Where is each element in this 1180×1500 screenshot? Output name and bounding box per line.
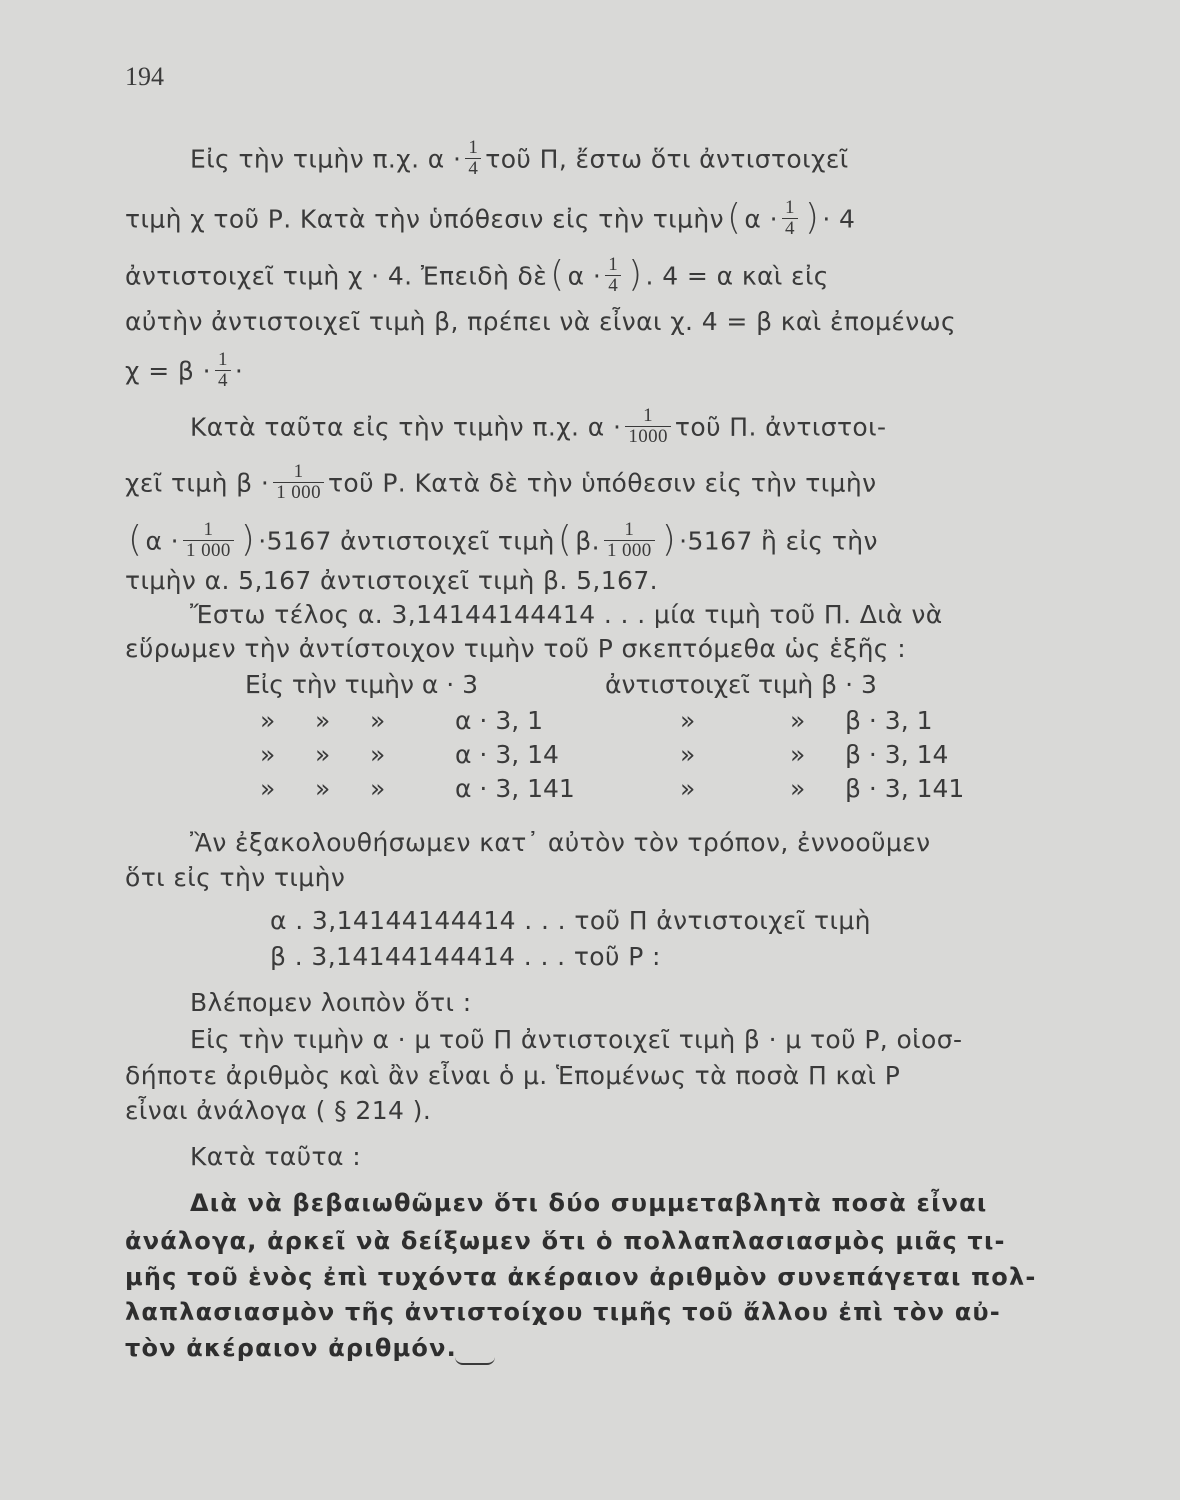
fraction: $\frac{1}{4}$ [605,255,621,296]
ditto-mark: » [370,740,386,769]
text: α · [145,526,180,556]
table-cell: α · 3, 14 [455,740,559,769]
table-cell: β · 3, 14 [845,740,949,769]
ditto-mark: » [260,774,276,803]
p3-line-2: εὕρωμεν τὴν ἀντίστοιχον τιμὴν τοῦ Ρ σκεπτόμεθα ὡς ἑξῆς : [125,634,907,663]
text: α · [567,261,602,291]
p1-line-2: τιμὴ χ τοῦ Ρ. Κατὰ τὴν ὑπόθεσιν εἰς τὴν τιμὴν( α · $\frac{1}{4}$ ) · 4 [125,196,856,239]
ditto-mark: » [680,774,696,803]
p1-line-4: αὐτὴν ἀντιστοιχεῖ τιμὴ β, πρέπει νὰ εἶναι χ. 4 = β καὶ ἐπομένως [125,307,957,336]
text: ἀντιστοιχεῖ τιμὴ χ · 4. Ἐπειδὴ δὲ [125,261,548,291]
ditto-mark: » [260,706,276,735]
ditto-mark: » [315,740,331,769]
text: τιμὴ χ τοῦ Ρ. Κατὰ τὴν ὑπόθεσιν εἰς τὴν τιμὴν [125,204,724,234]
rule-line-1: Διὰ νὰ βεβαιωθῶμεν ὅτι δύο συμμεταβλητὰ ποσὰ εἶναι [190,1189,988,1217]
text: χ = β · [125,356,211,386]
text: ·5167 ἢ εἰς τὴν [679,526,878,556]
p4-line-2: ὅτι εἰς τὴν τιμὴν [125,863,346,892]
text: τοῦ Π, ἔστω ὅτι ἀντιστοιχεῖ [485,144,849,174]
table-cell: α · 3, 1 [455,706,544,735]
text: · 4 [822,204,856,234]
p5-line-3: δήποτε ἀριθμὸς καὶ ἂν εἶναι ὁ μ. Ἑπομένως τὰ ποσὰ Π καὶ Ρ [125,1061,901,1090]
fraction: $\frac{1}{4}$ [215,350,231,391]
text: Κατὰ ταῦτα εἰς τὴν τιμὴν π.χ. α · [190,412,622,442]
p5-line-4: εἶναι ἀνάλογα ( § 214 ). [125,1096,432,1125]
table-cell: β · 3, 141 [845,774,965,803]
table-cell: β · 3, 1 [845,706,933,735]
text: τοῦ Π. ἀντιστοι- [674,412,887,442]
p1-line-1 [190,137,849,181]
rule-line-5: τὸν ἀκέραιον ἀριθμόν. [125,1334,457,1362]
ditto-mark: » [315,774,331,803]
ditto-mark: » [790,706,806,735]
p3-line-1: Ἔστω τέλος α. 3,14144144414 . . . μία τιμὴ τοῦ Π. Διὰ νὰ [190,600,943,629]
ditto-mark: » [315,706,331,735]
fraction: $\frac{1}{1 000}$ [604,520,655,561]
rule-line-2: ἀνάλογα, ἀρκεῖ νὰ δείξωμεν ὅτι ὁ πολλαπλασιασμὸς μιᾶς τι- [125,1227,1006,1255]
p1-line-5 [125,349,244,393]
ditto-mark: » [680,740,696,769]
text: α · [744,204,778,234]
table-cell: α · 3, 141 [455,774,575,803]
p5-line-1: Βλέπομεν λοιπὸν ὅτι : [190,988,472,1017]
p2-line-4: τιμὴν α. 5,167 ἀντιστοιχεῖ τιμὴ β. 5,167. [125,566,659,595]
page-number: 194 [125,62,164,91]
text: . 4 = α καὶ εἰς [645,261,829,291]
p4-line-1: Ἂν ἐξακολουθήσωμεν κατ᾽ αὐτὸν τὸν τρόπον, ἐννοοῦμεν [190,828,931,857]
p2-line-3: ( α · $\frac{1}{1 000}$ ) ·5167 ἀντιστοιχεῖ τιμὴ( β. $\frac{1}{1 000}$ ) ·5167 ἢ εἰς τὴν [128,518,878,561]
ditto-mark: » [370,774,386,803]
ditto-mark: » [680,706,696,735]
text: τοῦ Ρ. Κατὰ δὲ τὴν ὑπόθεσιν εἰς τὴν τιμὴν [327,468,877,498]
fraction: $\frac{1}{1 000}$ [183,520,234,561]
ditto-mark: » [370,706,386,735]
p6-line-1: Κατὰ ταῦτα : [190,1142,362,1171]
end-flourish [455,1357,495,1365]
text: · [234,356,244,386]
table-row: Εἰς τὴν τιμὴν α · 3 [245,670,479,699]
ditto-mark: » [260,740,276,769]
p1-line-3: ἀντιστοιχεῖ τιμὴ χ · 4. Ἐπειδὴ δὲ( α · $\frac{1}{4}$ ) . 4 = α καὶ εἰς [125,253,829,296]
p4-line-4: β . 3,14144144414 . . . τοῦ Ρ : [270,942,661,971]
p2-line-2 [125,461,877,505]
table-row: ἀντιστοιχεῖ τιμὴ β · 3 [605,670,877,699]
rule-line-3: μῆς τοῦ ἑνὸς ἐπὶ τυχόντα ἀκέραιον ἀριθμὸν συνεπάγεται πολ- [125,1263,1037,1291]
ditto-mark: » [790,774,806,803]
fraction: $\frac{1}{4}$ [465,138,481,179]
text: ·5167 ἀντιστοιχεῖ τιμὴ [258,526,555,556]
text: β. [575,526,600,556]
p2-line-1 [190,405,887,449]
p4-line-3: α . 3,14144144414 . . . τοῦ Π ἀντιστοιχεῖ τιμὴ [270,906,871,935]
rule-line-4: λαπλασιασμὸν τῆς ἀντιστοίχου τιμῆς τοῦ ἄλλου ἐπὶ τὸν αὐ- [125,1298,1001,1326]
p5-line-2: Εἰς τὴν τιμὴν α · μ τοῦ Π ἀντιστοιχεῖ τιμὴ β · μ τοῦ Ρ, οἱοσ- [190,1025,963,1054]
text: Εἰς τὴν τιμὴν π.χ. α · [190,144,462,174]
fraction: $\frac{1}{1000}$ [625,406,671,447]
text: χεῖ τιμὴ β · [125,468,270,498]
fraction: $\frac{1}{1 000}$ [273,462,324,503]
fraction: $\frac{1}{4}$ [782,198,798,239]
ditto-mark: » [790,740,806,769]
